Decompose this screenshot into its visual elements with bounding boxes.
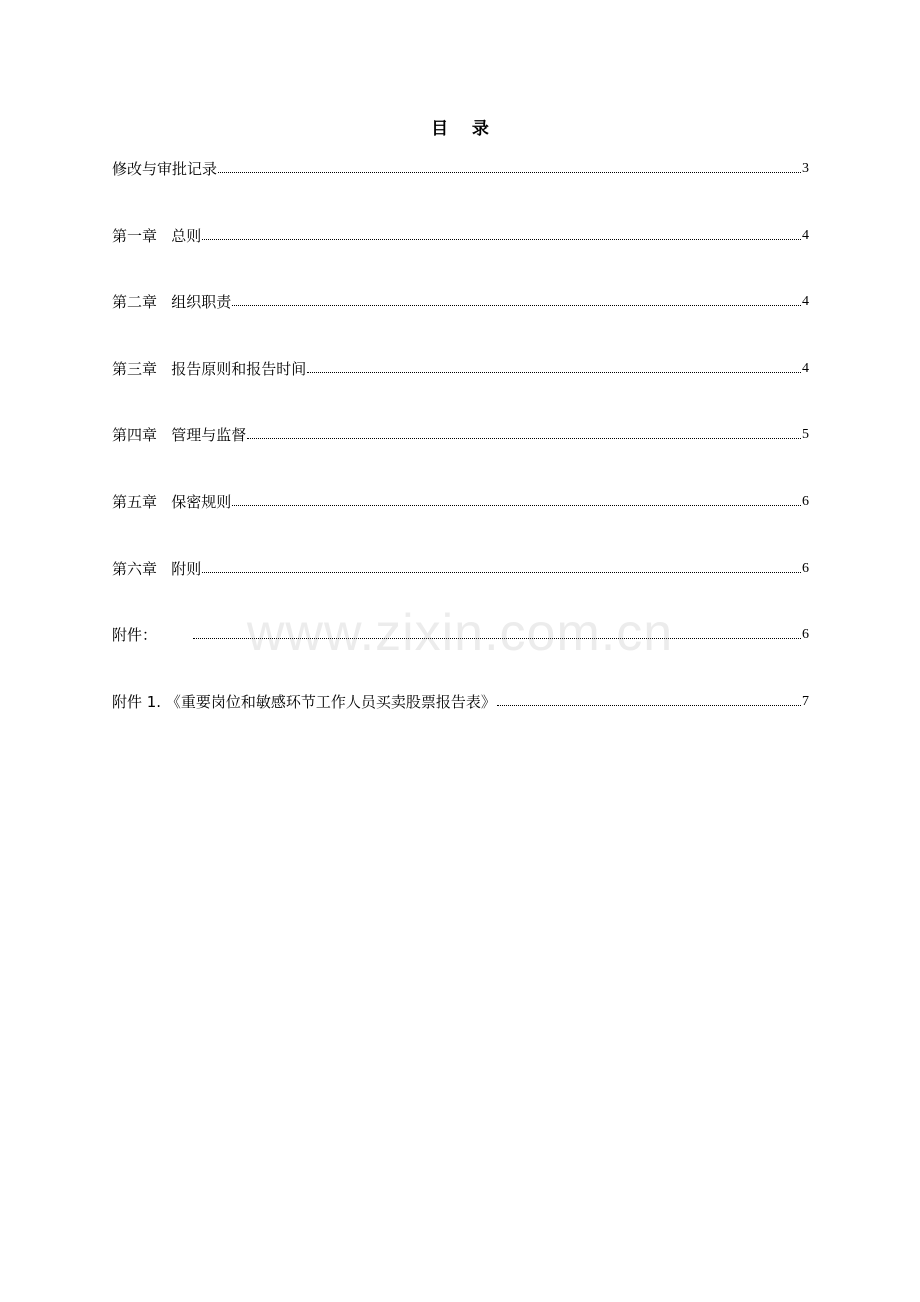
toc-entry-label: 第四章 管理与监督 xyxy=(112,426,247,445)
toc-entry-label: 第一章 总则 xyxy=(112,226,202,245)
toc-entry-page-number: 4 xyxy=(802,227,809,243)
dot-leader xyxy=(218,171,801,173)
toc-title: 目 录 xyxy=(431,119,489,139)
toc-entry-label: 附件： xyxy=(112,626,158,645)
toc-entry-page-number: 4 xyxy=(802,294,809,310)
toc-entry-page-number: 3 xyxy=(802,161,809,176)
dot-leader xyxy=(202,238,801,240)
toc-entry-page-number: 5 xyxy=(802,427,809,443)
toc-entry-label: 第三章 报告原则和报告时间 xyxy=(112,359,307,378)
toc-entry-chapter-3[interactable] xyxy=(112,351,809,379)
dot-leader xyxy=(232,304,801,306)
toc-entry-page-number: 6 xyxy=(802,627,809,643)
toc-entry-chapter-5[interactable] xyxy=(112,484,809,512)
toc-entry-chapter-4[interactable] xyxy=(112,417,809,445)
toc-entry-label: 第五章 保密规则 xyxy=(112,492,232,511)
toc-entry-label: 附件 1. 《重要岗位和敏感环节工作人员买卖股票报告表》 xyxy=(112,692,496,711)
dot-leader xyxy=(497,704,801,706)
toc-entry-label: 第二章 组织职责 xyxy=(112,293,232,312)
toc-entry-label: 第六章 附则 xyxy=(112,559,202,578)
toc-entry-chapter-6[interactable] xyxy=(112,551,809,579)
toc-entry-page-number: 7 xyxy=(802,693,809,709)
dot-leader xyxy=(232,504,801,506)
table-of-contents xyxy=(112,151,809,750)
toc-entry-page-number: 6 xyxy=(802,560,809,576)
toc-entry-page-number: 6 xyxy=(802,493,809,509)
toc-entry-page-number: 4 xyxy=(802,360,809,376)
dot-leader xyxy=(307,371,801,373)
toc-entry-attachment-1[interactable] xyxy=(112,684,809,712)
toc-entry-attachments[interactable] xyxy=(112,617,809,645)
toc-entry-revision-record[interactable] xyxy=(112,151,809,179)
toc-entry-chapter-2[interactable] xyxy=(112,284,809,312)
dot-leader xyxy=(193,637,801,639)
dot-leader xyxy=(202,571,801,573)
watermark: www.zixin.com.cn xyxy=(246,604,674,662)
toc-entry-chapter-1[interactable] xyxy=(112,218,809,246)
dot-leader xyxy=(247,437,801,439)
toc-entry-label: 修改与审批记录 xyxy=(112,160,218,178)
